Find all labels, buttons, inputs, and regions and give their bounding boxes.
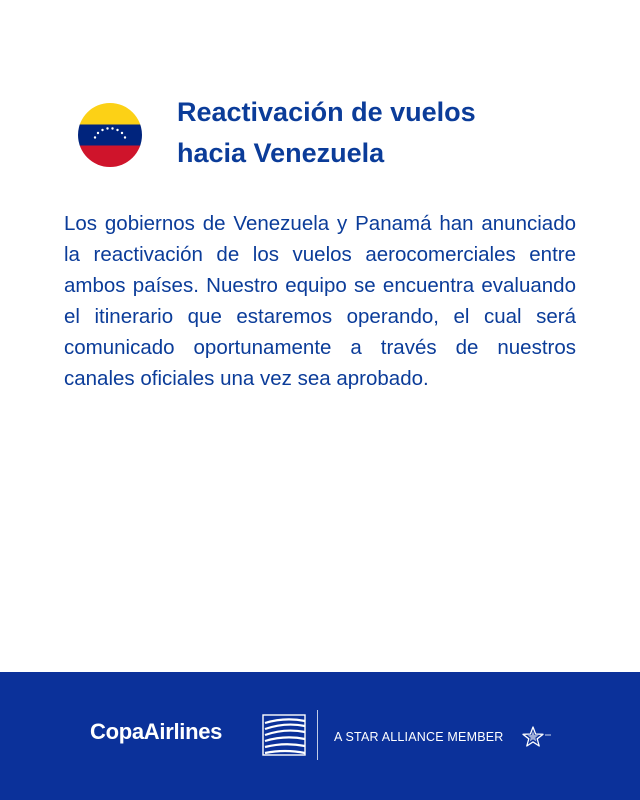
copa-airlines-wordmark: CopaAirlines <box>90 719 223 744</box>
announcement-text: Los gobiernos de Venezuela y Panamá han anunciado la reactivación de los vuelos aerocomerciales entre ambos países. Nuestro equipo se encuentra evaluando el itinerario que estaremos operando, el cual será comunicado oportunamente a través de nuestros canales oficiales una vez sea aprobado. <box>64 212 576 390</box>
venezuela-flag-icon <box>78 103 142 167</box>
star-alliance-logo-icon <box>521 725 553 749</box>
footer-divider <box>317 710 318 760</box>
page-title <box>177 92 476 174</box>
copa-airlines-logo-icon <box>261 713 307 757</box>
title-line-1: Reactivación de vuelos <box>177 97 476 127</box>
title-line-2: hacia Venezuela <box>177 138 385 168</box>
star-alliance-label: A STAR ALLIANCE MEMBER <box>334 730 504 744</box>
